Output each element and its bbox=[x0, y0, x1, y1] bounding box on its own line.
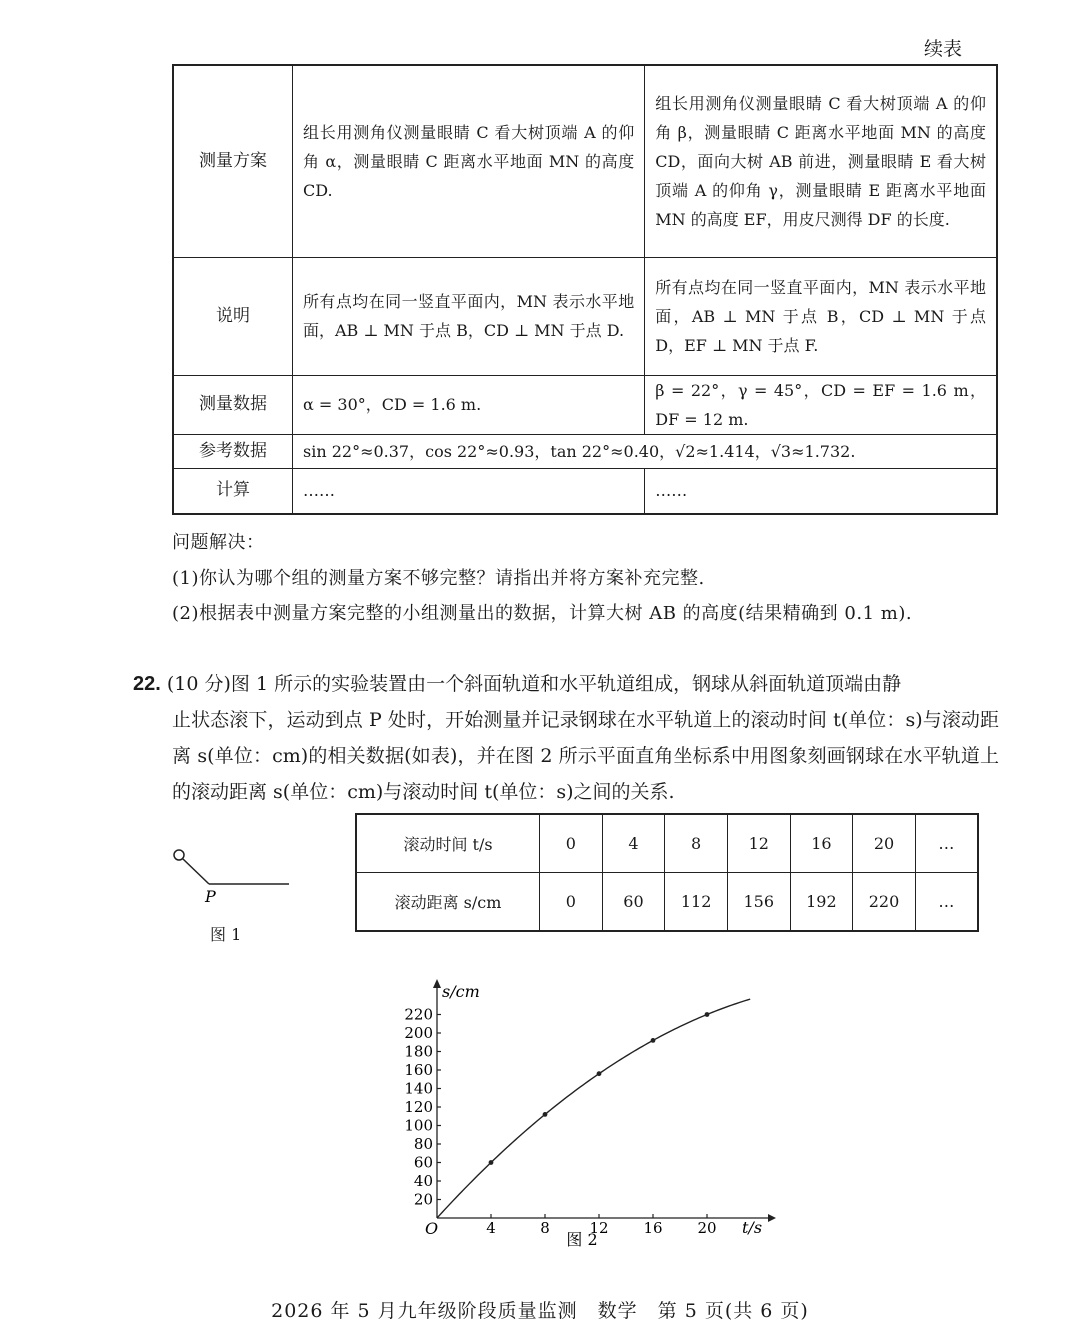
page-footer: 2026 年 5 月九年级阶段质量监测 数学 第 5 页(共 6 页) bbox=[271, 1300, 809, 1322]
question-22 bbox=[133, 666, 999, 810]
question-22-text: (10 分)图 1 所示的实验装置由一个斜面轨道和水平轨道组成，钢球从斜面轨道顶端由静 bbox=[166, 673, 902, 695]
group1-cell: …… bbox=[293, 468, 645, 514]
figure2-caption: 图 2 bbox=[566, 1230, 598, 1249]
figure1-caption: 图 1 bbox=[210, 925, 242, 944]
x-axis-label: t/s bbox=[742, 1218, 763, 1237]
data-point bbox=[543, 1112, 548, 1117]
question-number: 22. bbox=[133, 673, 161, 695]
table-cell: 8 bbox=[665, 814, 728, 873]
table-cell: 192 bbox=[790, 873, 853, 932]
group1-cell: 组长用测角仪测量眼睛 C 看大树顶端 A 的仰角 α，测量眼睛 C 距离水平地面 MN 的高度 CD. bbox=[293, 65, 645, 257]
question-2: (2)根据表中测量方案完整的小组测量出的数据，计算大树 AB 的高度(结果精确到 0.1 m). bbox=[172, 603, 913, 624]
x-tick-label: 16 bbox=[643, 1219, 663, 1237]
row-header: 测量方案 bbox=[173, 65, 293, 257]
data-point bbox=[489, 1160, 494, 1165]
table-cell: 156 bbox=[727, 873, 790, 932]
y-tick-label: 60 bbox=[413, 1153, 433, 1172]
y-axis-arrow-icon bbox=[433, 979, 441, 988]
figure1-apparatus bbox=[165, 840, 305, 910]
table-cell: 60 bbox=[602, 873, 665, 932]
table-cell: 12 bbox=[727, 814, 790, 873]
y-tick-label: 200 bbox=[404, 1024, 433, 1042]
y-tick-label: 100 bbox=[404, 1116, 433, 1135]
reference-data-cell: sin 22°≈0.37，cos 22°≈0.93，tan 22°≈0.40，√2≈1.414，√3≈1.732. bbox=[293, 434, 998, 468]
row-header: 说明 bbox=[173, 257, 293, 375]
continued-label: 续表 bbox=[923, 38, 962, 60]
table-row bbox=[356, 873, 978, 932]
question-1: (1)你认为哪个组的测量方案不够完整？请指出并将方案补充完整. bbox=[172, 568, 705, 589]
time-label: 滚动时间 t/s bbox=[356, 814, 540, 873]
figure2-chart bbox=[380, 975, 780, 1265]
table-cell: 16 bbox=[790, 814, 853, 873]
data-point bbox=[651, 1038, 656, 1043]
x-tick-label: 4 bbox=[486, 1219, 496, 1237]
row-header: 计算 bbox=[173, 468, 293, 514]
y-tick-label: 80 bbox=[413, 1135, 433, 1153]
y-tick-label: 160 bbox=[404, 1061, 433, 1079]
table-row bbox=[173, 257, 997, 375]
y-tick-label: 180 bbox=[404, 1042, 433, 1061]
ball-icon bbox=[174, 850, 184, 860]
data-point bbox=[705, 1012, 710, 1017]
y-tick-label: 120 bbox=[404, 1098, 433, 1116]
rolling-data-table bbox=[355, 813, 979, 932]
table-cell: 0 bbox=[540, 814, 603, 873]
table-cell: … bbox=[915, 873, 978, 932]
problem-heading: 问题解决： bbox=[172, 532, 265, 553]
group1-cell: 所有点均在同一竖直平面内，MN 表示水平地面，AB ⊥ MN 于点 B，CD ⊥ MN 于点 D. bbox=[293, 257, 645, 375]
group2-cell: β = 22°，γ = 45°，CD = EF = 1.6 m，DF = 12 m. bbox=[645, 375, 997, 434]
point-p-label: P bbox=[205, 887, 216, 906]
x-tick-label: 8 bbox=[540, 1219, 550, 1237]
table-cell: … bbox=[915, 814, 978, 873]
y-tick-label: 220 bbox=[404, 1005, 433, 1024]
row-header: 测量数据 bbox=[173, 375, 293, 434]
table-row bbox=[173, 65, 997, 257]
table-cell: 4 bbox=[602, 814, 665, 873]
group2-cell: 组长用测角仪测量眼睛 C 看大树顶端 A 的仰角 β，测量眼睛 C 距离水平地面 MN 的高度 CD，面向大树 AB 前进，测量眼睛 E 看大树顶端 A 的仰角 γ，测量眼睛 E 距离水平地面 MN 的高度 EF，用皮尺测得 DF 的长度. bbox=[645, 65, 997, 257]
table-row bbox=[173, 375, 997, 434]
table-row bbox=[356, 814, 978, 873]
table-cell: 20 bbox=[853, 814, 916, 873]
table-row bbox=[173, 468, 997, 514]
series-line bbox=[437, 999, 750, 1218]
y-tick-label: 20 bbox=[413, 1190, 433, 1209]
table-cell: 220 bbox=[853, 873, 916, 932]
table-cell: 112 bbox=[665, 873, 728, 932]
measurement-plan-table bbox=[172, 64, 998, 515]
group2-cell: 所有点均在同一竖直平面内，MN 表示水平地面，AB ⊥ MN 于点 B，CD ⊥ MN 于点 D，EF ⊥ MN 于点 F. bbox=[645, 257, 997, 375]
group2-cell: …… bbox=[645, 468, 997, 514]
y-tick-label: 140 bbox=[404, 1079, 433, 1098]
origin-label: O bbox=[425, 1219, 439, 1238]
data-point bbox=[597, 1071, 602, 1076]
x-axis-arrow-icon bbox=[768, 1214, 776, 1222]
group1-cell: α = 30°，CD = 1.6 m. bbox=[293, 375, 645, 434]
x-tick-label: 20 bbox=[697, 1219, 717, 1237]
y-tick-label: 40 bbox=[413, 1172, 433, 1190]
table-cell: 0 bbox=[540, 873, 603, 932]
table-row bbox=[173, 434, 997, 468]
row-header: 参考数据 bbox=[173, 434, 293, 468]
distance-label: 滚动距离 s/cm bbox=[356, 873, 540, 932]
y-axis-label: s/cm bbox=[442, 982, 480, 1001]
question-22-text-continued: 止状态滚下，运动到点 P 处时，开始测量并记录钢球在水平轨道上的滚动时间 t(单位：s)与滚动距离 s(单位：cm)的相关数据(如表)，并在图 2 所示平面直角坐标系中用图象刻画钢球在水平轨道上的滚动距离 s(单位：cm)与滚动时间 t(单位：s)之间的关系. bbox=[172, 709, 999, 803]
incline-track bbox=[183, 859, 209, 884]
x-tick-label: 12 bbox=[589, 1219, 609, 1237]
